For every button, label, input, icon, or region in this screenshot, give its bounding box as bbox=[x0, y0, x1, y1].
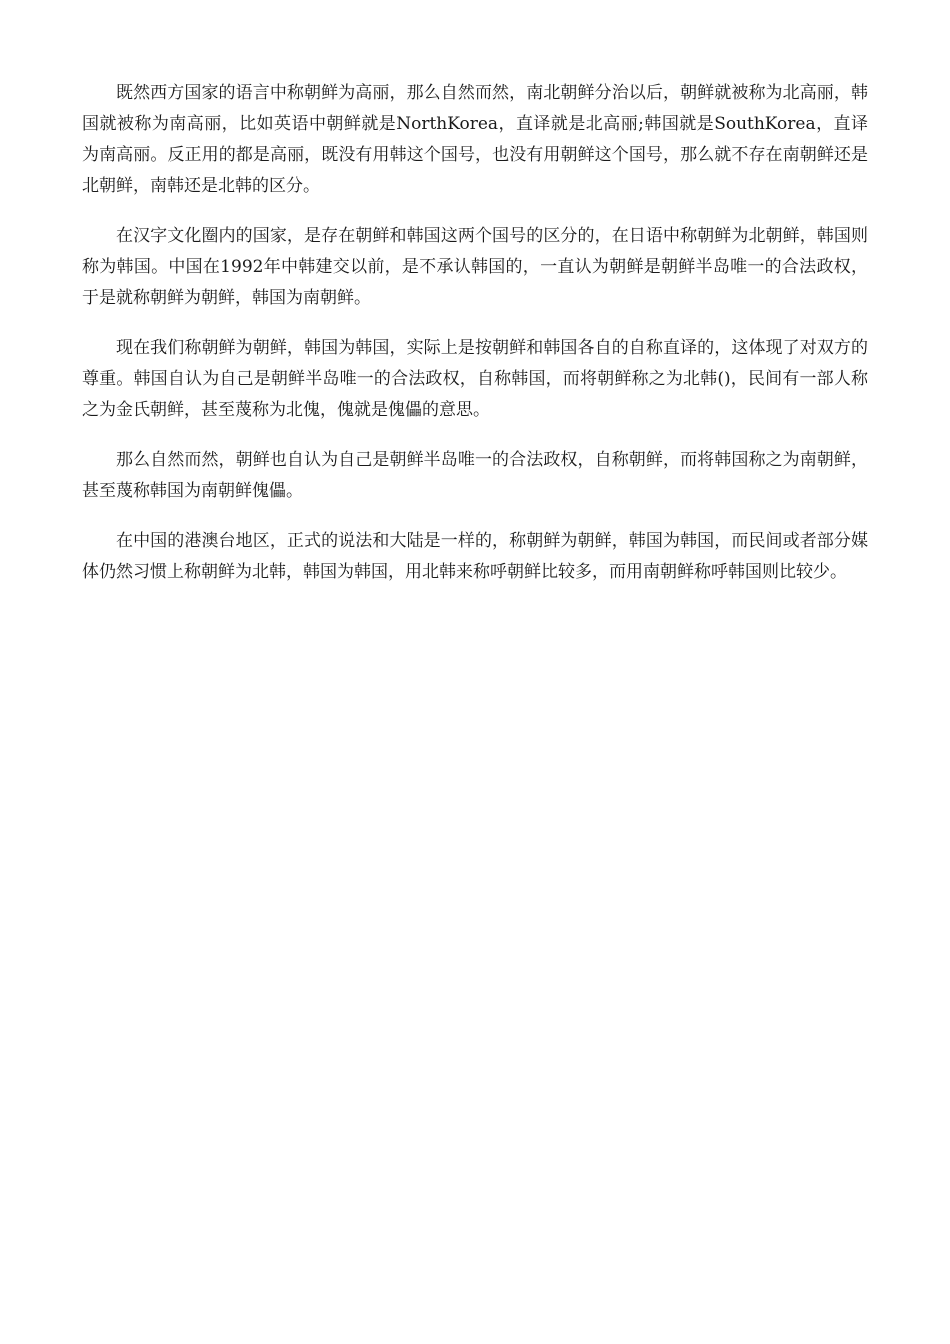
paragraph-3: 现在我们称朝鲜为朝鲜，韩国为韩国，实际上是按朝鲜和韩国各自的自称直译的，这体现了对双方的尊重。韩国自认为自己是朝鲜半岛唯一的合法政权，自称韩国，而将朝鲜称之为北韩()，民间有一部人称之为金氏朝鲜，甚至蔑称为北傀，傀就是傀儡的意思。 bbox=[82, 338, 868, 420]
paragraph-5: 在中国的港澳台地区，正式的说法和大陆是一样的，称朝鲜为朝鲜，韩国为韩国，而民间或者部分媒体仍然习惯上称朝鲜为北韩，韩国为韩国，用北韩来称呼朝鲜比较多，而用南朝鲜称呼韩国则比较少。 bbox=[82, 531, 868, 582]
paragraph-2: 在汉字文化圈内的国家，是存在朝鲜和韩国这两个国号的区分的，在日语中称朝鲜为北朝鲜，韩国则称为韩国。中国在1992年中韩建交以前，是不承认韩国的，一直认为朝鲜是朝鲜半岛唯一的合法政权，于是就称朝鲜为朝鲜，韩国为南朝鲜。 bbox=[82, 226, 868, 308]
document-body bbox=[82, 78, 868, 607]
paragraph-4: 那么自然而然，朝鲜也自认为自己是朝鲜半岛唯一的合法政权，自称朝鲜，而将韩国称之为南朝鲜，甚至蔑称韩国为南朝鲜傀儡。 bbox=[82, 450, 868, 501]
paragraph-1: 既然西方国家的语言中称朝鲜为高丽，那么自然而然，南北朝鲜分治以后，朝鲜就被称为北高丽，韩国就被称为南高丽，比如英语中朝鲜就是NorthKorea，直译就是北高丽;韩国就是SouthKorea，直译为南高丽。反正用的都是高丽，既没有用韩这个国号，也没有用朝鲜这个国号，那么就不存在南朝鲜还是北朝鲜，南韩还是北韩的区分。 bbox=[82, 83, 868, 196]
